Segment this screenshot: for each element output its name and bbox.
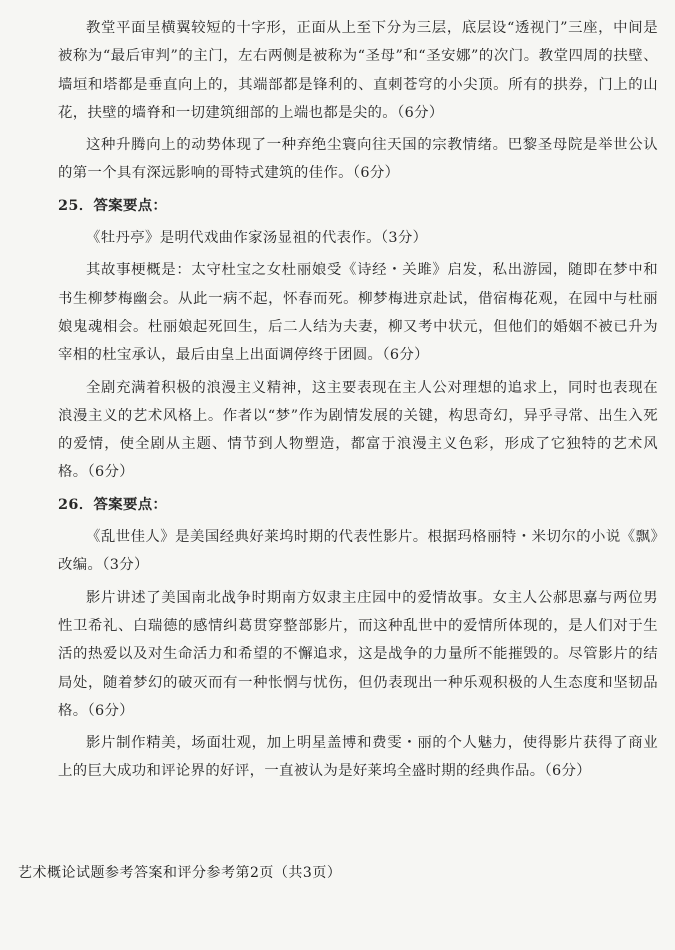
paragraph-peony-pavilion-plot: 其故事梗概是：太守杜宝之女杜丽娘受《诗经・关雎》启发，私出游园，随即在梦中和书生柳梦梅幽会。从此一病不起，怀春而死。柳梦梅进京赴试，借宿梅花观，在园中与杜丽娘鬼魂相会。杜丽娘起死回生，后二人结为夫妻，柳又考中状元，但他们的婚姻不被已升为宰相的杜宝承认，最后由皇上出面调停终于团圆。（6分） <box>58 262 658 364</box>
paragraph-gone-with-wind-production: 影片制作精美，场面壮观，加上明星盖博和费雯・丽的个人魅力，使得影片获得了商业上的巨大成功和评论界的好评，一直被认为是好莱坞全盛时期的经典作品。（6分） <box>58 735 658 780</box>
paragraph-peony-pavilion-style: 全剧充满着积极的浪漫主义精神，这主要表现在主人公对理想的追求上，同时也表现在浪漫主义的艺术风格上。作者以“梦”作为剧情发展的关键，构思奇幻，异乎寻常、出生入死的爱情，使全剧从主题、情节到人物塑造，都富于浪漫主义色彩，形成了它独特的艺术风格。（6分） <box>58 379 658 481</box>
page-footer: 艺术概论试题参考答案和评分参考第2页（共3页） <box>18 865 342 881</box>
paragraph-notre-dame-summary: 这种升腾向上的动势体现了一种弃绝尘寰向往天国的宗教情绪。巴黎圣母院是举世公认的第一个具有深远影响的哥特式建筑的佳作。（6分） <box>58 137 658 182</box>
question-25-heading: 25．答案要点： <box>58 196 168 214</box>
paragraph-notre-dame-plan: 教堂平面呈横翼较短的十字形，正面从上至下分为三层，底层设“透视门”三座，中间是被称为“最后审判”的主门，左右两侧是被称为“圣母”和“圣安娜”的次门。教堂四周的扶壁、墙垣和塔都是垂直向上的，其端部都是锋利的、直刺苍穹的小尖顶。所有的拱券，门上的山花，扶壁的墙脊和一切建筑细部的上端也都是尖的。（6分） <box>58 20 658 121</box>
question-26-heading: 26．答案要点： <box>58 495 168 513</box>
paragraph-gone-with-wind-intro: 《乱世佳人》是美国经典好莱坞时期的代表性影片。根据玛格丽特・米切尔的小说《飘》改编。（3分） <box>58 529 658 574</box>
paragraph-peony-pavilion-author: 《牡丹亭》是明代戏曲作家汤显祖的代表作。（3分） <box>86 230 428 247</box>
paragraph-gone-with-wind-story: 影片讲述了美国南北战争时期南方奴隶主庄园中的爱情故事。女主人公郝思嘉与两位男性卫希礼、白瑞德的感情纠葛贯穿整部影片，而这种乱世中的爱情所体现的，是人们对于生活的热爱以及对生命活力和希望的不懈追求，这是战争的力量所不能摧毁的。尽管影片的结局处，随着梦幻的破灭而有一种怅惘与忧伤，但仍表现出一种乐观积极的人生态度和坚韧品格。（6分） <box>58 589 658 719</box>
answer-content <box>58 14 658 786</box>
